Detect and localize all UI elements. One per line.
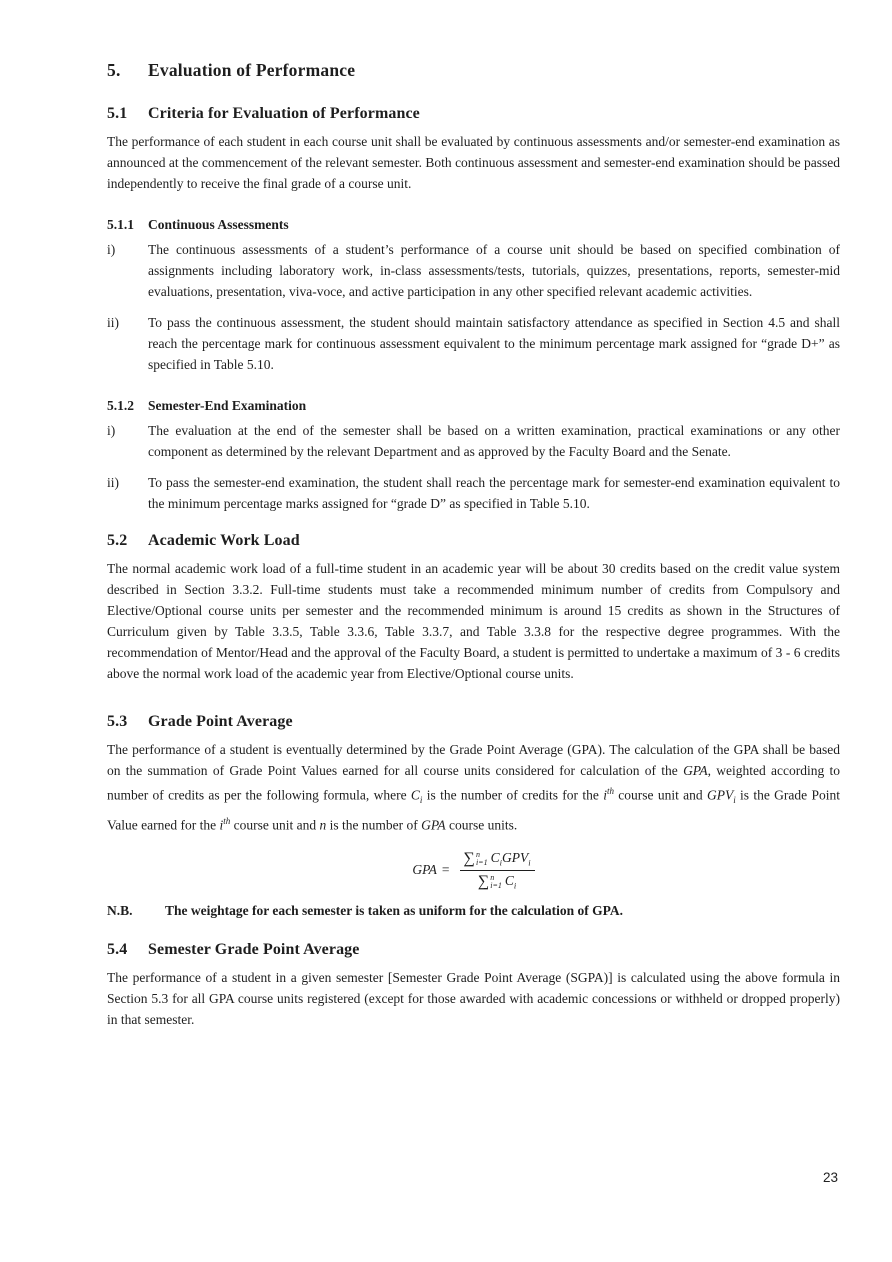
list-item-i	[107, 239, 840, 302]
section-5-2-body: The normal academic work load of a full-time student in an academic year will be about 30 credits based on the credit value system described in Section 3.3.2. Full-time students must take a recommended minimum number of credits from Compulsory and Elective/Optional course units per semester and the recommended minimum is around 15 credits as shown in the Structures of Curriculum given by Table 3.3.5, Table 3.3.6, Table 3.3.7, and Table 3.3.8 for the respective degree programmes. With the recommendation of Mentor/Head and the approval of the Faculty Board, a student is permitted to undertake a maximum of 3 - 6 credits above the normal work load of the academic year from Elective/Optional course units.	[107, 561, 840, 681]
section-5-2-title: Academic Work Load	[148, 532, 300, 549]
summation-limits	[476, 851, 488, 867]
sigma-glyph: ∑	[477, 872, 490, 890]
section-5-1-title: Criteria for Evaluation of Performance	[148, 105, 420, 122]
page-content	[107, 52, 840, 1030]
list-item-i	[107, 420, 840, 462]
nb-label: N.B.	[107, 902, 133, 918]
section-5-4-title: Semester Grade Point Average	[148, 940, 360, 958]
list-item-text: To pass the semester-end examination, the student shall reach the percentage mark for semester-end examination equivalent to the minimum percentage marks assigned for “grade D” as specified in Table 5.10.	[148, 475, 840, 511]
section-5-3-title: Grade Point Average	[148, 713, 293, 730]
section-5-1-2-number: 5.1.2	[107, 398, 134, 413]
list-item-label: i)	[107, 423, 116, 438]
section-5-1-2-title: Semester-End Examination	[148, 398, 307, 413]
summation-upper-limit: n	[475, 849, 480, 859]
section-5-3-number: 5.3	[107, 713, 128, 730]
section-5-4-number: 5.4	[107, 940, 128, 958]
section-5-1-1-heading	[107, 216, 840, 234]
page-number: 23	[822, 1170, 838, 1185]
credits-subscript: i	[499, 857, 502, 868]
list-item-label: i)	[107, 242, 116, 257]
denominator-term	[505, 873, 516, 891]
section-5-title: Evaluation of Performance	[148, 60, 356, 80]
credits-symbol: C	[490, 849, 500, 865]
summation-symbol	[464, 850, 488, 868]
numerator-term	[491, 850, 531, 868]
summation-upper-limit: n	[490, 872, 495, 882]
formula-lhs	[412, 862, 449, 878]
list-item-text: The evaluation at the end of the semester shall be based on a written examination, practical examinations or any other component as determined by the relevant Department and as approved by the Faculty Board and the Senate.	[148, 423, 840, 459]
section-5-2-heading	[107, 530, 840, 551]
section-5-4-body: The performance of a student in a given semester [Semester Grade Point Average (SGPA)] is calculated using the above formula in Section 5.3 for all GPA course units registered (except for those awarded with academic concessions or withheld or dropped properly) in that semester.	[107, 969, 840, 1027]
section-5-1-number: 5.1	[107, 105, 128, 122]
summation-lower-limit: i=1	[490, 880, 502, 890]
list-item-text: The continuous assessments of a student’s performance of a course unit should be based on specified combination of assignments including laboratory work, in-class assessments/tests, tutorials, quizzes, presentations, reports, semester-mid evaluations, presentation, viva-voce, and active participation in any other specified relevant academic activities.	[148, 242, 840, 299]
section-5-1-body: The performance of each student in each course unit shall be evaluated by continuous assessments and/or semester-end examination as announced at the commencement of the relevant semester. Both continuous assessment and semester-end examination should be passed independently to receive the final grade of a course unit.	[107, 134, 840, 191]
section-5-2-number: 5.2	[107, 532, 128, 549]
gpv-subscript: i	[528, 857, 531, 868]
nb-note	[107, 901, 840, 921]
list-item-text: To pass the continuous assessment, the student should maintain satisfactory attendance as specified in Section 4.5 and shall reach the percentage mark for continuous assessment equivalent to the minimum percentage mark assigned for “grade D+” as specified in Table 5.10.	[148, 315, 840, 372]
summation-lower-limit: i=1	[475, 857, 488, 867]
nb-text: The weightage for each semester is taken as uniform for the calculation of GPA.	[165, 902, 623, 918]
summation-symbol	[478, 873, 502, 891]
summation-limits	[490, 874, 502, 890]
credits-subscript: i	[513, 880, 517, 891]
formula-fraction	[460, 850, 535, 891]
formula-equals-sign: =	[441, 862, 450, 878]
list-item-label: ii)	[107, 315, 119, 330]
gpa-formula	[107, 850, 840, 891]
section-5-3-heading	[107, 711, 840, 732]
section-5-heading	[107, 59, 840, 81]
section-5-1-1-number: 5.1.1	[107, 217, 134, 232]
gpv-symbol: GPV	[501, 849, 529, 865]
list-item-label: ii)	[107, 475, 119, 490]
section-5-3-body: The performance of a student is eventually determined by the Grade Point Average (GPA). The calculation of the GPA shall be based on the summation of Grade Point Values earned for all course units considered for calculation of the GPA, weighted according to number of credits as per the following formula, where $C_i$ is the number of credits for the $i^{th}$ course unit and $GPV_i$ is the Grade Point Value earned for the $i^{th}$ course unit and n is the number of GPA course units.	[107, 742, 840, 833]
section-5-1-1-title: Continuous Assessments	[148, 217, 289, 232]
section-5-1-heading	[107, 103, 840, 124]
list-item-ii	[107, 472, 840, 514]
section-5-1-2-heading	[107, 397, 840, 415]
list-item-ii	[107, 312, 840, 375]
section-5-4-heading	[107, 939, 840, 960]
sigma-glyph: ∑	[463, 849, 475, 867]
formula-gpa-symbol: GPA	[412, 862, 437, 878]
formula-denominator	[478, 871, 516, 891]
formula-numerator	[460, 850, 535, 871]
credits-symbol: C	[504, 872, 514, 888]
section-5-number: 5.	[107, 60, 121, 80]
